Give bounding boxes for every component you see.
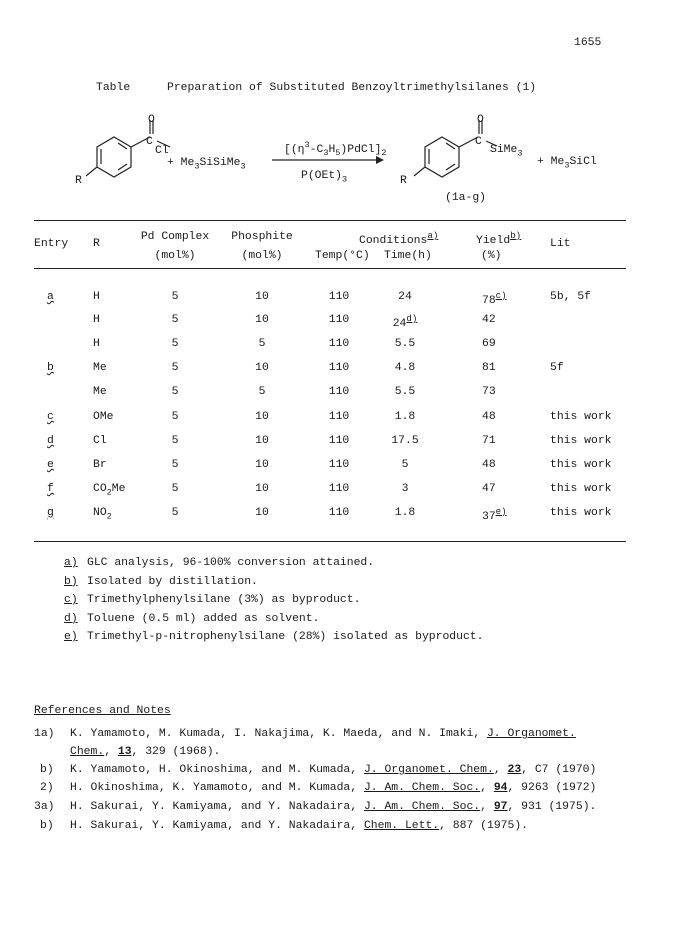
col-pd-unit: (mol%) — [154, 250, 196, 262]
table-row-lit: 5b, 5f — [550, 291, 592, 303]
reference-text: K. Yamamoto, M. Kumada, I. Nakajima, K. Maeda, and N. Imaki, J. Organomet. — [70, 728, 576, 740]
table-row-time: 24 — [398, 291, 412, 303]
page-number: 1655 — [574, 37, 602, 49]
table-label: Table — [96, 82, 131, 94]
footnote-mark: c) — [64, 594, 78, 607]
table-row-pd-complex: 5 — [171, 411, 179, 423]
reactant-substituent: R — [75, 175, 82, 187]
table-row-temp: 110 — [328, 459, 350, 471]
table-row-yield: 47 — [482, 483, 496, 495]
reference-journal: Chem. Lett. — [363, 820, 440, 832]
reference-journal: J. Am. Chem. Soc. — [363, 801, 481, 813]
footnote-text: Trimethyl-p-nitrophenylsilane (28%) isolated as byproduct. — [87, 631, 484, 644]
table-row-entry: a — [47, 291, 54, 303]
reference-number: b) — [40, 820, 54, 832]
table-row-yield: 37$^{e)}$ — [482, 506, 507, 523]
table-row-lit: this work — [550, 435, 612, 447]
reference-number: 3a) — [34, 801, 55, 813]
carbonyl-oxygen: O — [148, 114, 155, 126]
table-row-substituent: Me — [93, 386, 107, 398]
footnote-text: Toluene (0.5 ml) added as solvent. — [87, 612, 320, 625]
reference-journal: J. Organomet. Chem. — [363, 764, 494, 776]
product-substituent: R — [400, 175, 407, 187]
table-row-temp: 110 — [328, 362, 350, 374]
table-row-temp: 110 — [328, 507, 350, 519]
table-row-time: 4.8 — [394, 362, 416, 374]
table-row-entry: d — [47, 435, 54, 447]
table-row-time: 1.8 — [394, 411, 416, 423]
table-row-substituent: $NO_2$ — [93, 507, 112, 522]
footnote-mark: d) — [64, 612, 78, 625]
col-time: Time(h) — [384, 250, 432, 262]
reference-volume: 13 — [117, 746, 132, 758]
table-row-entry: g — [47, 507, 54, 519]
table-row-yield: 81 — [482, 362, 496, 374]
product-carbonyl-oxygen: O — [477, 114, 484, 126]
table-row-yield: 71 — [482, 435, 496, 447]
reference-number: 1a) — [34, 728, 55, 740]
catalyst: $[(\eta^3-C_3H_5)PdCl]_2$ — [284, 140, 387, 159]
table-row-pd-complex: 5 — [171, 435, 179, 447]
col-phosphite: Phosphite — [231, 231, 293, 243]
table-bottom-rule — [34, 541, 626, 542]
reference-volume: 94 — [493, 782, 508, 794]
col-yield: Yield$^{b)}$ — [476, 230, 522, 247]
table-row-pd-complex: 5 — [171, 459, 179, 471]
footnote-mark: b) — [64, 575, 78, 588]
table-row-time: 3 — [401, 483, 409, 495]
reference-journal: Chem. — [70, 746, 105, 758]
reference-text: H. Sakurai, Y. Kamiyama, and Y. Nakadaira, J. Am. Chem. Soc., 97, 931 (1975). — [70, 801, 597, 813]
table-header-rule — [34, 268, 626, 269]
product-label: (1a-g) — [445, 192, 487, 204]
table-row-temp: 110 — [328, 386, 350, 398]
footnote-mark: a) — [64, 557, 78, 569]
table-row-pd-complex: 5 — [171, 291, 179, 303]
table-row-pd-complex: 5 — [171, 314, 179, 326]
table-row-time: 24$^{d)}$ — [392, 313, 418, 330]
reference-number: 2) — [40, 782, 54, 794]
table-row-pd-complex: 5 — [171, 483, 179, 495]
table-row-phosphite: 10 — [255, 459, 269, 471]
reference-journal: J. Organomet. — [486, 728, 576, 740]
reactant-carbon: C — [146, 136, 153, 148]
table-row-temp: 110 — [328, 411, 350, 423]
table-row-substituent: Br — [93, 459, 107, 471]
table-row-substituent: Cl — [93, 435, 107, 447]
table-row-phosphite: 10 — [255, 291, 269, 303]
table-row-substituent: OMe — [93, 411, 114, 423]
table-row-temp: 110 — [328, 314, 350, 326]
table-row-substituent: H — [93, 314, 100, 326]
table-row-phosphite: 10 — [255, 362, 269, 374]
table-row-substituent: Me — [93, 362, 107, 374]
table-row-temp: 110 — [328, 338, 350, 350]
table-row-time: 17.5 — [391, 435, 419, 447]
table-row-yield: 78$^{c)}$ — [482, 290, 507, 307]
reference-text: H. Sakurai, Y. Kamiyama, and Y. Nakadaira, Chem. Lett., 887 (1975). — [70, 820, 529, 832]
table-row-phosphite: 10 — [255, 314, 269, 326]
table-row-pd-complex: 5 — [171, 386, 179, 398]
table-row-pd-complex: 5 — [171, 338, 179, 350]
table-row-yield: 73 — [482, 386, 496, 398]
table-row-entry: b — [47, 362, 54, 374]
table-row-phosphite: 10 — [255, 483, 269, 495]
table-row-yield: 42 — [482, 314, 496, 326]
reference-volume: 97 — [493, 801, 508, 813]
table-row-lit: this work — [550, 459, 612, 471]
table-row-yield: 48 — [482, 459, 496, 471]
reference-text: H. Okinoshima, K. Yamamoto, and M. Kumada, J. Am. Chem. Soc., 94, 9263 (1972) — [70, 782, 597, 794]
product-silyl-group: SiMe$_3$ — [490, 144, 523, 159]
table-row-phosphite: 10 — [255, 435, 269, 447]
table-row-time: 1.8 — [394, 507, 416, 519]
table-row-temp: 110 — [328, 435, 350, 447]
product-benzene-ring — [414, 120, 497, 177]
table-row-lit: this work — [550, 411, 612, 423]
table-row-entry: c — [47, 411, 54, 423]
col-temp: Temp(°C) — [315, 250, 370, 262]
table-row-entry: f — [47, 483, 54, 495]
table-title: Preparation of Substituted Benzoyltrimethylsilanes (1) — [167, 82, 537, 94]
table-row-temp: 110 — [328, 483, 350, 495]
ligand: $P(OEt)_3$ — [301, 170, 348, 185]
col-r: R — [93, 238, 100, 250]
table-row-substituent: H — [93, 338, 100, 350]
reference-text: K. Yamamoto, H. Okinoshima, and M. Kumada, J. Organomet. Chem., 23, C7 (1970) — [70, 764, 597, 776]
table-top-rule — [34, 220, 626, 221]
table-row-yield: 48 — [482, 411, 496, 423]
table-row-phosphite: 10 — [255, 411, 269, 423]
table-row-time: 5.5 — [394, 338, 416, 350]
col-pd-complex: Pd Complex — [140, 231, 210, 243]
product-carbon: C — [475, 136, 482, 148]
reactant-leaving-group: Cl — [155, 145, 169, 157]
footnote-text: GLC analysis, 96-100% conversion attained. — [87, 557, 375, 569]
table-row-lit: this work — [550, 507, 612, 519]
col-entry: Entry — [34, 238, 69, 250]
footnote-text: Isolated by distillation. — [87, 575, 258, 588]
coproduct: + $Me_3SiCl$ — [537, 156, 597, 171]
table-row-pd-complex: 5 — [171, 507, 179, 519]
table-row-lit: this work — [550, 483, 612, 495]
reference-number: b) — [40, 764, 54, 776]
table-row-yield: 69 — [482, 338, 496, 350]
references-heading: References and Notes — [34, 705, 171, 717]
disilane-reagent: + $Me_3SiSiMe_3$ — [167, 157, 246, 172]
table-row-temp: 110 — [328, 291, 350, 303]
footnote-mark: e) — [64, 631, 78, 644]
table-row-substituent: H — [93, 291, 100, 303]
table-row-phosphite: 5 — [258, 386, 266, 398]
col-phosphite-unit: (mol%) — [241, 250, 283, 262]
table-row-time: 5 — [401, 459, 409, 471]
table-row-lit: 5f — [550, 362, 564, 374]
table-row-entry: e — [47, 459, 54, 471]
table-row-pd-complex: 5 — [171, 362, 179, 374]
reference-text-continued: Chem., 13, 329 (1968). — [70, 746, 221, 758]
col-yield-unit: (%) — [481, 250, 502, 262]
table-row-phosphite: 5 — [258, 338, 266, 350]
table-row-time: 5.5 — [394, 386, 416, 398]
footnote-text: Trimethylphenylsilane (3%) as byproduct. — [87, 594, 361, 607]
reference-journal: J. Am. Chem. Soc. — [363, 782, 481, 794]
col-lit: Lit — [550, 238, 571, 250]
table-row-substituent: $CO_2Me$ — [93, 483, 126, 498]
col-conditions: Conditions$^{a)}$ — [359, 230, 439, 247]
reference-volume: 23 — [507, 764, 522, 776]
table-row-phosphite: 10 — [255, 507, 269, 519]
